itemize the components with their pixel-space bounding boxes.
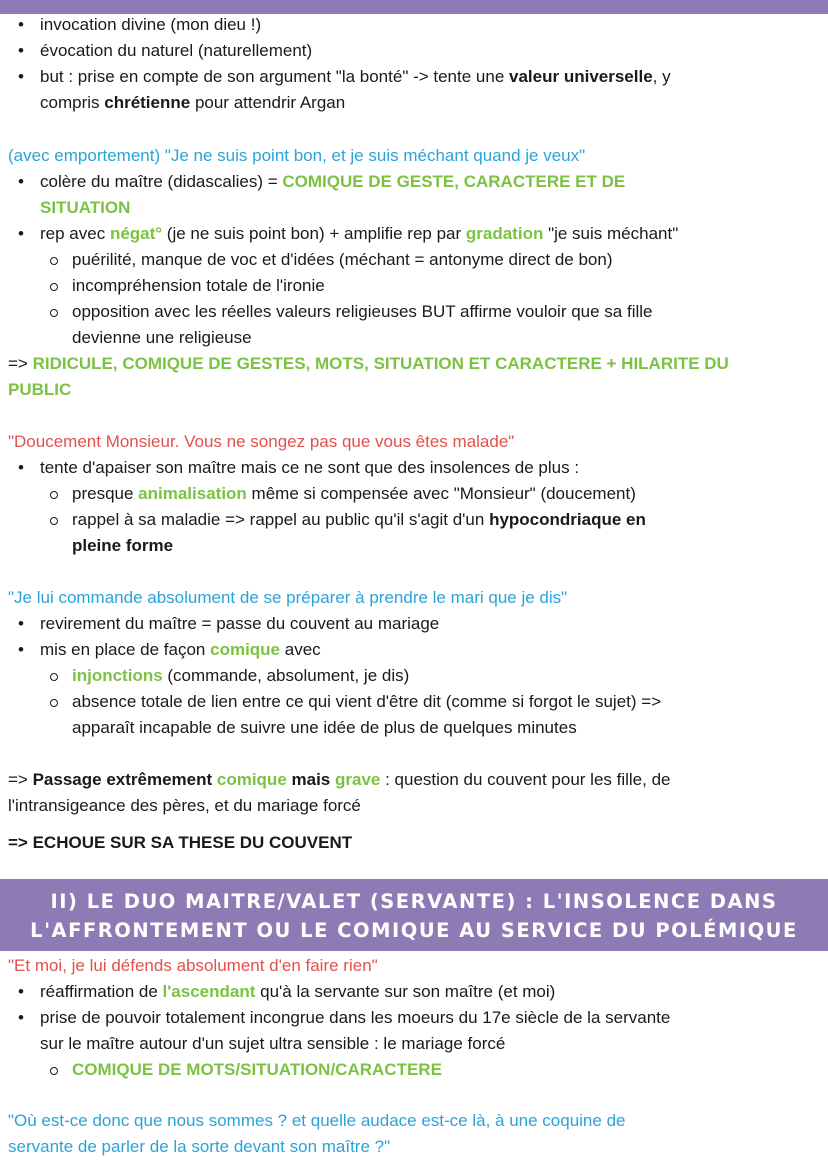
list-item (0, 221, 828, 247)
conclusion-paragraph (0, 767, 828, 819)
arrow-text: => (8, 770, 33, 789)
list-item-text: "je suis méchant" (543, 224, 679, 243)
list-item-text: réaffirmation de (40, 982, 163, 1001)
sub-list-item-text: opposition avec les réelles valeurs religieuses BUT affirme vouloir que sa fille (72, 302, 653, 321)
sub-list-item-text: absence totale de lien entre ce qui vient d'être dit (comme si forgot le sujet) => (72, 692, 662, 711)
emphasis-text: mais (286, 770, 335, 789)
sub-list-item (0, 663, 828, 689)
list-item-text: mis en place de façon (40, 640, 211, 659)
circle-bullet-icon (50, 517, 58, 525)
circle-bullet-icon (50, 491, 58, 499)
sub-list-item-text: même si compensée avec "Monsieur" (doucement) (246, 484, 636, 503)
list-item-text: colère du maître (didascalies) = (40, 172, 283, 191)
quote-block-3 (0, 585, 828, 741)
list-item-text: revirement du maître = passe du couvent au mariage (40, 614, 440, 633)
list-item (0, 637, 828, 663)
section-title-line: L'AFFRONTEMENT OU LE COMIQUE AU SERVICE DU POLÉMIQUE (30, 919, 798, 942)
emphasis-text: pleine forme (72, 536, 174, 555)
bullet-icon: • (18, 614, 24, 633)
quote-line: "Où est-ce donc que nous sommes ? et quelle audace est-ce là, à une coquine de (8, 1111, 626, 1130)
sub-list-item (0, 481, 828, 507)
paragraph-text: : question du couvent pour les fille, de (380, 770, 671, 789)
emphasis-text: chrétienne (104, 93, 191, 112)
conclusion-line (0, 351, 828, 403)
quote-text: "Je lui commande absolument de se préparer à prendre le mari que je dis" (8, 588, 568, 607)
highlight-text: PUBLIC (8, 380, 72, 399)
list-item-text: pour attendrir Argan (190, 93, 346, 112)
list-item (0, 12, 828, 38)
bullet-icon: • (18, 67, 24, 86)
circle-bullet-icon (50, 699, 58, 707)
quote-text: (avec emportement) "Je ne suis point bon, et je suis méchant quand je veux" (8, 146, 586, 165)
highlight-text: injonctions (72, 666, 163, 685)
list-item-text: , y (652, 67, 671, 86)
section-title-line: II) LE DUO MAITRE/VALET (SERVANTE) : L'INSOLENCE DANS (50, 890, 778, 913)
list-item-text: tente d'apaiser son maître mais ce ne sont que des insolences de plus : (40, 458, 580, 477)
bullet-icon: • (18, 15, 24, 34)
emphasis-text: valeur universelle (509, 67, 653, 86)
list-item (0, 64, 828, 116)
bullet-icon: • (18, 224, 24, 243)
circle-bullet-icon (50, 309, 58, 317)
quote-block-4 (0, 953, 828, 1083)
quote-block-2 (0, 429, 828, 559)
list-item (0, 979, 828, 1005)
sub-list-item-text: (commande, absolument, je dis) (162, 666, 410, 685)
arrow-text: => (8, 354, 33, 373)
list-item-text: but : prise en compte de son argument "la bonté" -> tente une (40, 67, 510, 86)
quote-block-5 (0, 1108, 828, 1160)
bullet-icon: • (18, 172, 24, 191)
list-item (0, 169, 828, 221)
highlight-text: COMIQUE DE GESTE, CARACTERE ET DE (282, 172, 626, 191)
list-item (0, 611, 828, 637)
highlight-text: comique (216, 770, 287, 789)
list-item-text: qu'à la servante sur son maître (et moi) (255, 982, 556, 1001)
circle-bullet-icon (50, 673, 58, 681)
list-item-text: sur le maître autour d'un sujet ultra sensible : le mariage forcé (40, 1034, 506, 1053)
highlight-text: SITUATION (40, 198, 131, 217)
list-item-text: avec (280, 640, 321, 659)
bullet-icon: • (18, 640, 24, 659)
sub-list-item-text: apparaît incapable de suivre une idée de plus de quelques minutes (72, 718, 577, 737)
list-item-text: évocation du naturel (naturellement) (40, 41, 313, 60)
sub-list-item-text: incompréhension totale de l'ironie (72, 276, 325, 295)
quote-line: servante de parler de la sorte devant son maître ?" (8, 1137, 391, 1156)
sub-list-item (0, 247, 828, 273)
highlight-text: l'ascendant (162, 982, 256, 1001)
list-item (0, 1005, 828, 1057)
section-header (0, 879, 828, 951)
circle-bullet-icon (50, 257, 58, 265)
list-item-text: compris (40, 93, 105, 112)
list-item-text: invocation divine (mon dieu !) (40, 15, 262, 34)
highlight-text: comique (210, 640, 281, 659)
sub-list-item (0, 273, 828, 299)
sub-list-item (0, 689, 828, 741)
bullet-icon: • (18, 1008, 24, 1027)
quote-text: "Et moi, je lui défends absolument d'en faire rien" (8, 956, 378, 975)
circle-bullet-icon (50, 283, 58, 291)
sub-list-item-text: devienne une religieuse (72, 328, 252, 347)
sub-list-item (0, 507, 828, 559)
highlight-text: gradation (465, 224, 544, 243)
list-item-text: rep avec (40, 224, 110, 243)
list-item (0, 455, 828, 481)
list-item-text: prise de pouvoir totalement incongrue dans les moeurs du 17e siècle de la servante (40, 1008, 671, 1027)
highlight-text: RIDICULE, COMIQUE DE GESTES, MOTS, SITUATION ET CARACTERE + HILARITE DU (32, 354, 729, 373)
final-statement-text: => ECHOUE SUR SA THESE DU COUVENT (8, 833, 353, 852)
sub-list-item-text: puérilité, manque de voc et d'idées (méchant = antonyme direct de bon) (72, 250, 613, 269)
highlight-text: COMIQUE DE MOTS/SITUATION/CARACTERE (72, 1060, 442, 1079)
circle-bullet-icon (50, 1067, 58, 1075)
sub-list-item-text: presque (72, 484, 139, 503)
emphasis-text: hypocondriaque en (489, 510, 646, 529)
sub-list-item (0, 299, 828, 351)
paragraph-text: l'intransigeance des pères, et du mariage forcé (8, 796, 361, 815)
sub-list-item-text: rappel à sa maladie => rappel au public qu'il s'agit d'un (72, 510, 490, 529)
intro-list (0, 12, 828, 116)
highlight-text: négat° (109, 224, 163, 243)
list-item-text: (je ne suis point bon) + amplifie rep par (162, 224, 466, 243)
conclusion-block (0, 767, 828, 819)
quote-text (0, 1108, 828, 1160)
highlight-text: animalisation (138, 484, 247, 503)
bullet-icon: • (18, 982, 24, 1001)
bullet-icon: • (18, 458, 24, 477)
highlight-text: grave (334, 770, 381, 789)
list-item (0, 38, 828, 64)
bullet-icon: • (18, 41, 24, 60)
quote-text: "Doucement Monsieur. Vous ne songez pas que vous êtes malade" (8, 432, 515, 451)
sub-list-item (0, 1057, 828, 1083)
final-statement (0, 830, 828, 856)
quote-block-1 (0, 143, 828, 403)
emphasis-text: Passage extrêmement (32, 770, 217, 789)
